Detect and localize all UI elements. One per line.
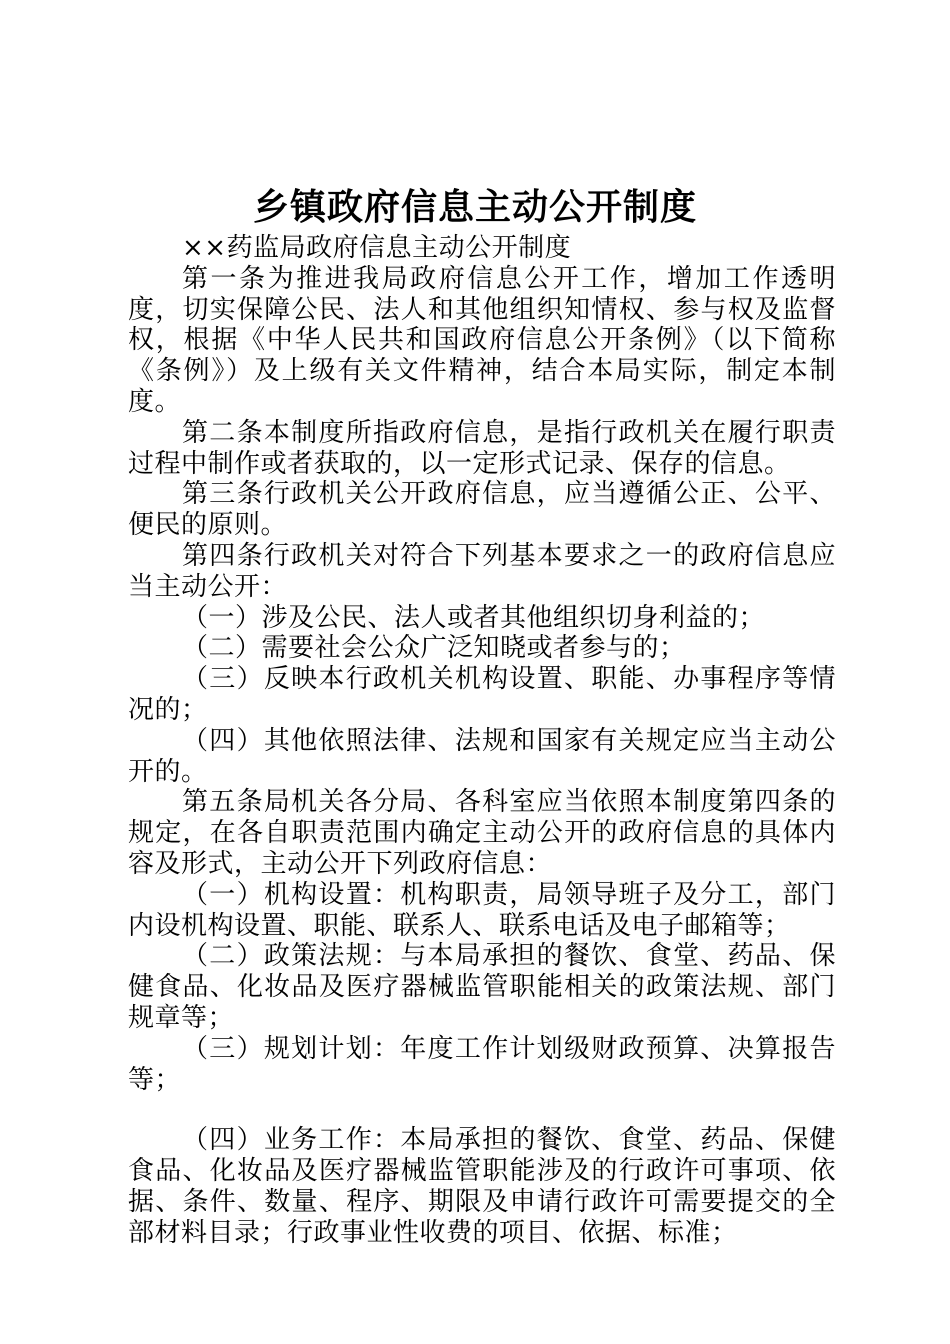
article-2-paragraph: 第二条本制度所指政府信息，是指行政机关在履行职责过程中制作或者获取的，以一定形式记录、保存的信息。 <box>128 417 836 479</box>
document-title: 乡镇政府信息主动公开制度 <box>252 187 697 228</box>
article-5-item-3: （三）规划计划：年度工作计划级财政预算、决算报告等； <box>128 1033 836 1095</box>
article-4-paragraph: 第四条行政机关对符合下列基本要求之一的政府信息应当主动公开： <box>128 540 836 602</box>
article-5-item-2: （二）政策法规：与本局承担的餐饮、食堂、药品、保健食品、化妆品及医疗器械监管职能相关的政策法规、部门规章等； <box>128 941 836 1033</box>
article-4-item-4: （四）其他依照法律、法规和国家有关规定应当主动公开的。 <box>128 725 836 787</box>
document-body <box>128 233 836 1249</box>
article-3-paragraph: 第三条行政机关公开政府信息，应当遵循公正、公平、便民的原则。 <box>128 479 836 541</box>
article-5-paragraph: 第五条局机关各分局、各科室应当依照本制度第四条的规定，在各自职责范围内确定主动公开的政府信息的具体内容及形式，主动公开下列政府信息： <box>128 787 836 879</box>
article-1-paragraph: 第一条为推进我局政府信息公开工作，增加工作透明度，切实保障公民、法人和其他组织知情权、参与权及监督权，根据《中华人民共和国政府信息公开条例》（以下简称《条例》）及上级有关文件精神，结合本局实际，制定本制度。 <box>128 263 836 417</box>
subtitle-paragraph: ××药监局政府信息主动公开制度 <box>182 233 572 263</box>
article-5-item-4: （四）业务工作：本局承担的餐饮、食堂、药品、保健食品、化妆品及医疗器械监管职能涉及的行政许可事项、依据、条件、数量、程序、期限及申请行政许可需要提交的全部材料目录；行政事业性收费的项目、依据、标准； <box>128 1125 836 1248</box>
article-4-item-2: （二）需要社会公众广泛知晓或者参与的； <box>182 633 686 664</box>
article-4-item-3: （三）反映本行政机关机构设置、职能、办事程序等情况的； <box>128 664 836 725</box>
article-5-item-1: （一）机构设置：机构职责，局领导班子及分工，部门内设机构设置、职能、联系人、联系电话及电子邮箱等； <box>128 879 836 941</box>
article-4-item-1: （一）涉及公民、法人或者其他组织切身利益的； <box>182 602 766 633</box>
